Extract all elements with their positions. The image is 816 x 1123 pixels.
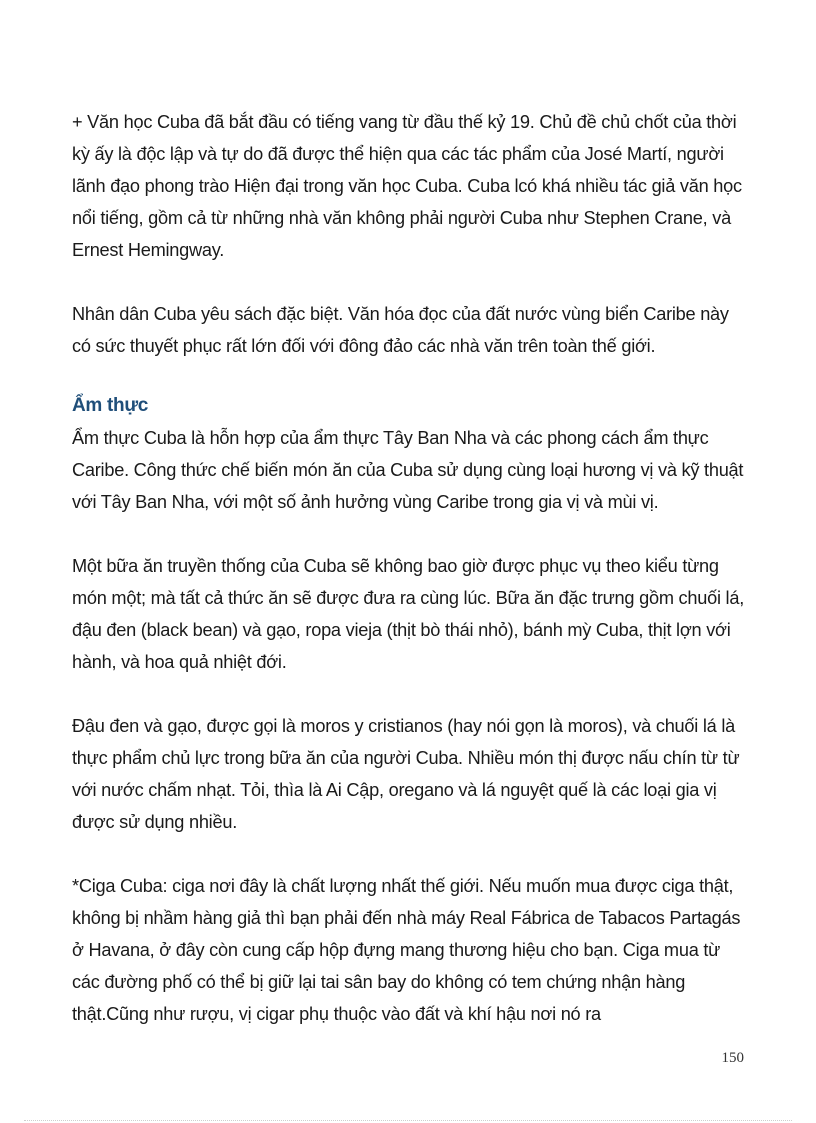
paragraph-traditional-meal: Một bữa ăn truyền thống của Cuba sẽ không bao giờ được phục vụ theo kiểu từng món một; mà tất cả thức ăn sẽ được đưa ra cùng lúc. Bữa ăn đặc trưng gồm chuối lá, đậu đen (black bean) và gạo, ropa vieja (thịt bò thái nhỏ), bánh mỳ Cuba, thịt lợn với hành, và hoa quả nhiệt đới. [72, 556, 745, 672]
paragraph-cuisine-intro: Ẩm thực Cuba là hỗn hợp của ẩm thực Tây Ban Nha và các phong cách ẩm thực Caribe. Công thức chế biến món ăn của Cuba sử dụng cùng loại hương vị và kỹ thuật với Tây Ban Nha, với một số ảnh hưởng vùng Caribe trong gia vị và mùi vị. [72, 428, 744, 512]
paragraph-cuban-cigar: *Ciga Cuba: ciga nơi đây là chất lượng nhất thế giới. Nếu muốn mua được ciga thật, không bị nhầm hàng giả thì bạn phải đến nhà máy Real Fábrica de Tabacos Partagás ở Havana, ở đây còn cung cấp hộp đựng mang thương hiệu cho bạn. Ciga mua từ các đường phố có thể bị giữ lại tai sân bay do không có tem chứng nhận hàng thật.Cũng như rượu, vị cigar phụ thuộc vào đất và khí hậu nơi nó ra [72, 876, 741, 1024]
page-bottom-divider [24, 1120, 792, 1121]
paragraph-cuba-literature: + Văn học Cuba đã bắt đầu có tiếng vang từ đầu thế kỷ 19. Chủ đề chủ chốt của thời kỳ ấy là độc lập và tự do đã được thể hiện qua các tác phẩm của José Martí, người lãnh đạo phong trào Hiện đại trong văn học Cuba. Cuba lcó khá nhiều tác giả văn học nổi tiếng, gồm cả từ những nhà văn không phải người Cuba như Stephen Crane, và Ernest Hemingway. [72, 112, 742, 260]
paragraph-reading-culture: Nhân dân Cuba yêu sách đặc biệt. Văn hóa đọc của đất nước vùng biển Caribe này có sức thuyết phục rất lớn đối với đông đảo các nhà văn trên toàn thế giới. [72, 304, 729, 356]
section-heading-cuisine: Ẩm thực [72, 395, 149, 416]
paragraph-black-beans-rice: Đậu đen và gạo, được gọi là moros y cristianos (hay nói gọn là moros), và chuối lá là thực phẩm chủ lực trong bữa ăn của người Cuba. Nhiều món thị được nấu chín từ từ với nước chấm nhạt. Tỏi, thìa là Ai Cập, oregano và lá nguyệt quế là các loại gia vị được sử dụng nhiều. [72, 716, 740, 832]
document-page [72, 106, 748, 1030]
page-number: 150 [721, 1050, 744, 1066]
